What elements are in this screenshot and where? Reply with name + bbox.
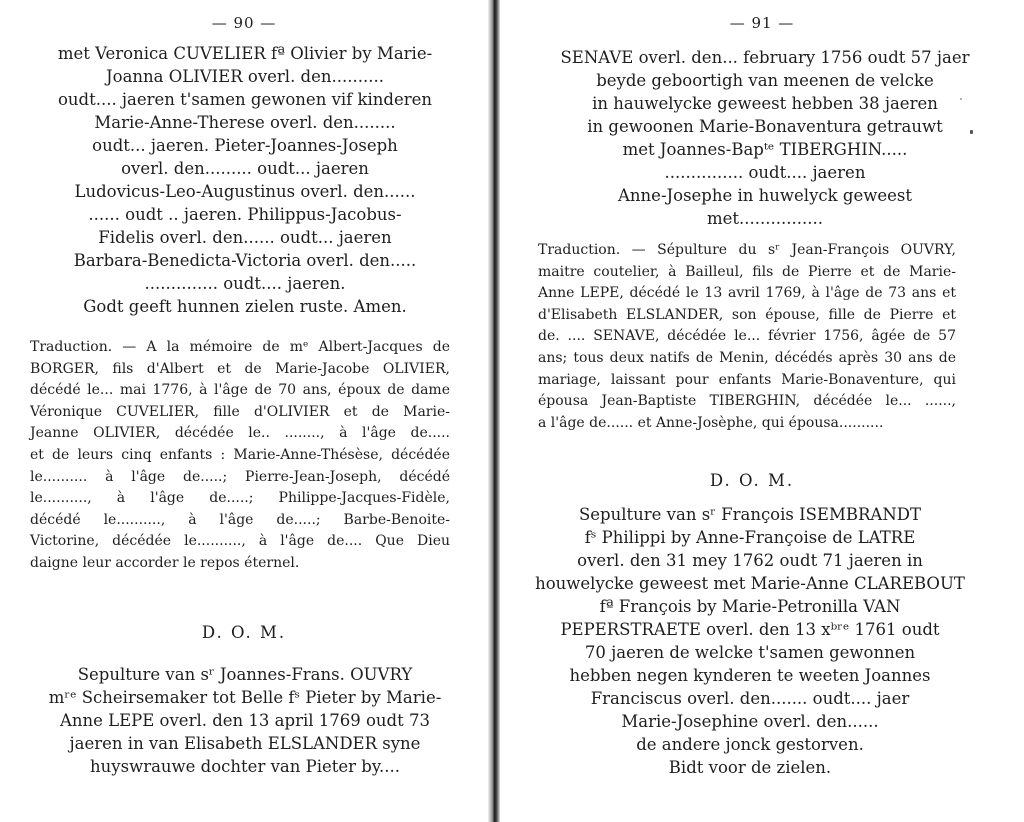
text-line: 70 jaeren de welcke t'samen gewonnen (584, 643, 916, 662)
text-line: maitre coutelier, à Bailleul, fils de Pierre et de Marie- (538, 263, 956, 280)
translation-paragraph (538, 240, 956, 434)
text-line: Franciscus overl. den....... oudt.... jaer (590, 689, 910, 708)
text-line: Anne-Josephe in huwelyck geweest (618, 186, 912, 205)
text-line: met Veronica CUVELIER fª Olivier by Marie- (57, 44, 433, 63)
text-line: overl. den 31 mey 1762 oudt 71 jaeren in (577, 551, 923, 570)
text-line: Sepulture van sʳ Joannes-Frans. OUVRY (77, 665, 413, 684)
translation-paragraph (30, 337, 450, 575)
text-line: de andere jonck gestorven. (636, 735, 864, 754)
text-line: met Joannes-Bapᵗᵉ TIBERGHIN..... (622, 140, 908, 159)
epitaph-new (500, 503, 1000, 779)
text-line: Marie-Josephine overl. den...... (621, 712, 879, 731)
text-line: décédé le... mai 1776, à l'âge de 70 ans, époux de dame (30, 382, 450, 399)
text-line: épousa Jean-Baptiste TIBERGHIN, décédée le... ......, (538, 393, 956, 410)
text-line: SENAVE overl. den... february 1756 oudt 57 jaer (560, 48, 970, 67)
ink-speck (970, 130, 973, 134)
text-line: décédé le.........., à l'âge de.....; Barbe-Benoite- (30, 511, 450, 528)
text-line: Anne LEPE overl. den 13 april 1769 oudt 73 (59, 711, 430, 730)
left-page (0, 0, 488, 822)
text-line: Godt geeft hunnen zielen ruste. Amen. (83, 297, 407, 316)
text-line: hebben negen kynderen te weeten Joannes (569, 666, 931, 685)
text-line: Jeanne OLIVIER, décédée le.. ........, à l'âge de..... (30, 425, 450, 442)
text-line: et de leurs cinq enfants : Marie-Anne-Thésèse, décédée (30, 446, 450, 463)
epitaph-new (10, 663, 480, 778)
text-line: de. .... SENAVE, décédée le... février 1756, âgée de 57 (538, 328, 956, 345)
text-line: .............. oudt.... jaeren. (144, 274, 346, 293)
text-line: beyde geboortigh van meenen de velcke (596, 71, 934, 90)
text-line: in hauwelycke geweest hebben 38 jaeren (592, 94, 938, 113)
text-line: ...... oudt .. jaeren. Philippus-Jacobus- (88, 205, 402, 224)
text-line: Joanna OLIVIER overl. den.......... (106, 67, 384, 86)
text-line: fª François by Marie-Petronilla VAN (599, 597, 901, 616)
text-line: Traduction. — Sépulture du sʳ Jean-François OUVRY, (538, 242, 956, 258)
text-line: mariage, laissant pour enfants Marie-Bonaventure, qui (538, 371, 956, 388)
text-line: ans; tous deux natifs de Menin, décédés après 30 ans de (538, 349, 956, 366)
text-line: overl. den......... oudt... jaeren (121, 159, 369, 178)
right-page (500, 0, 1024, 822)
text-line: Bidt voor de zielen. (668, 758, 832, 777)
text-line: d'Elisabeth ELSLANDER, son épouse, fille de Pierre et (538, 306, 956, 323)
text-line: Sepulture van sʳ François ISEMBRANDT (578, 505, 922, 524)
text-line: oudt.... jaeren t'samen gewonen vif kinderen (57, 90, 433, 109)
text-line: ............... oudt.... jaeren (664, 163, 866, 182)
text-line: le.........., à l'âge de.....; Philippe-Jacques-Fidèle, (30, 490, 450, 507)
text-line: PEPERSTRAETE overl. den 13 xᵇʳᵉ 1761 oudt (560, 620, 940, 639)
text-line: Ludovicus-Leo-Augustinus overl. den...... (74, 182, 416, 201)
text-line: Marie-Anne-Therese overl. den........ (94, 113, 396, 132)
text-line: oudt... jaeren. Pieter-Joannes-Joseph (92, 136, 398, 155)
dom-heading: D. O. M. (709, 471, 795, 490)
text-line: Véronique CUVELIER, fille d'OLIVIER et de Marie- (30, 403, 450, 420)
text-line: BORGER, fils d'Albert et de Marie-Jacobe OLIVIER, (30, 360, 450, 377)
book-gutter (488, 0, 500, 822)
text-line: jaeren in van Elisabeth ELSLANDER syne (69, 734, 421, 753)
text-line: fˢ Philippi by Anne-Françoise de LATRE (584, 528, 916, 547)
text-line: Victorine, décédée le.........., à l'âge de.... Que Dieu (30, 533, 450, 550)
page-number: — 90 — (211, 14, 277, 32)
text-line: met................ (707, 209, 823, 228)
ink-speck (960, 98, 962, 100)
text-line: Fidelis overl. den...... oudt... jaeren (98, 228, 392, 247)
text-line: daigne leur accorder le repos éternel. (30, 554, 300, 571)
text-line: a l'âge de...... et Anne-Josèphe, qui épousa.......... (538, 414, 884, 431)
text-line: mʳᵉ Scheirsemaker tot Belle fˢ Pieter by Marie- (48, 688, 442, 707)
text-line: Barbara-Benedicta-Victoria overl. den..... (73, 251, 417, 270)
text-line: Anne LEPE, décédé le 13 avril 1769, à l'âge de 73 ans et (538, 285, 956, 302)
text-line: houwelycke geweest met Marie-Anne CLAREBOUT (535, 574, 965, 593)
page-number: — 91 — (729, 14, 795, 32)
text-line: in gewoonen Marie-Bonaventura getrauwt (587, 117, 943, 136)
text-line: huyswrauwe dochter van Pieter by.... (90, 757, 400, 776)
dom-heading: D. O. M. (201, 623, 287, 642)
text-line: le.......... à l'âge de.....; Pierre-Jean-Joseph, décédé (30, 468, 450, 485)
epitaph-continued (520, 46, 1010, 230)
epitaph-continued (10, 42, 480, 318)
text-line: Traduction. — A la mémoire de mᵉ Albert-Jacques de (30, 339, 450, 355)
